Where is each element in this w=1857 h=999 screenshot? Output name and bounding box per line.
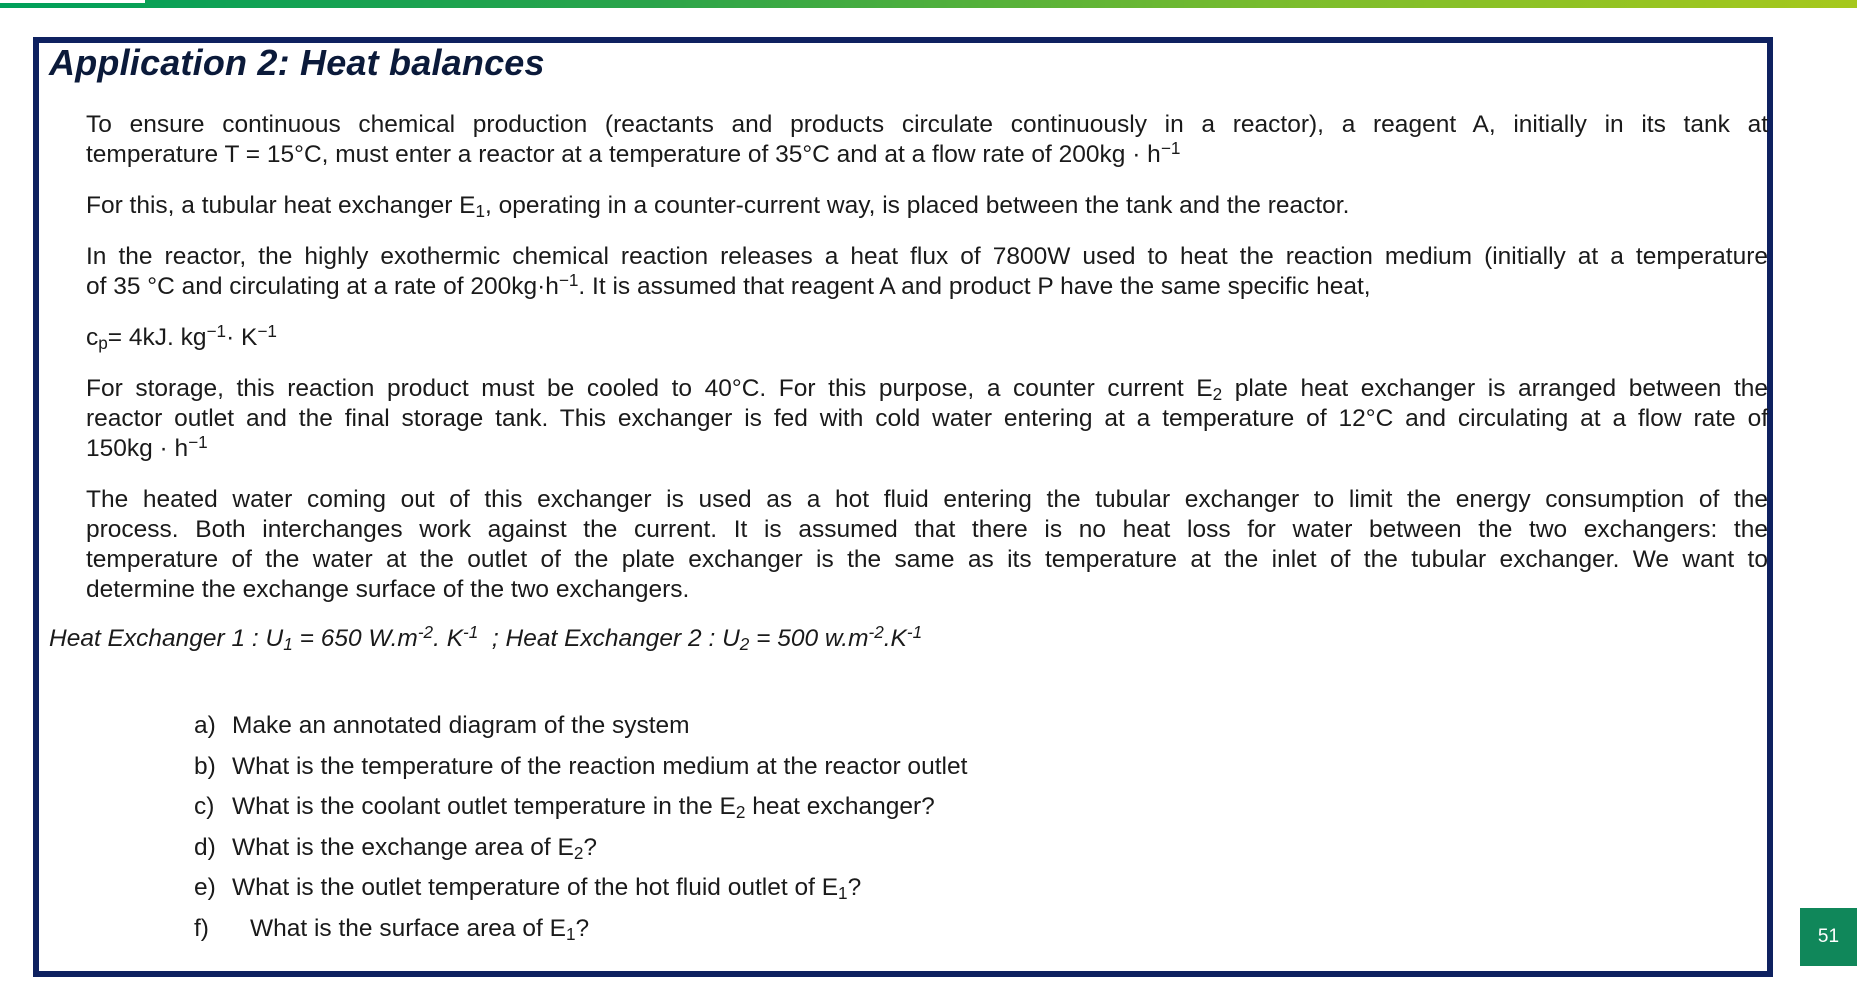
paragraph-line: [86, 374, 1768, 404]
question-marker: e): [194, 874, 216, 901]
text-run: plate heat exchanger is arranged between the: [1222, 375, 1769, 402]
superscript: -2: [417, 622, 434, 642]
subscript: p: [98, 333, 108, 353]
text-run: · K: [226, 324, 258, 351]
subscript: 1: [565, 923, 576, 944]
question-marker: b): [194, 752, 216, 780]
text-run: .K: [883, 625, 907, 652]
question-item: [194, 868, 967, 909]
superscript: −1: [1160, 138, 1181, 158]
paragraph-line: determine the exchange surface of the two exchangers.: [86, 576, 690, 603]
question-text: Make an annotated diagram of the system: [232, 712, 690, 739]
paragraph-line: To ensure continuous chemical production (reactants and products circulate continuously in a reactor), a reagent A, initially in its tank at: [86, 111, 1768, 138]
paragraph-line: reactor outlet and the final storage tank. This exchanger is fed with cold water entering at a temperature of 12°C and circulating at a flow rate of: [86, 405, 1768, 432]
paragraph-line: [86, 323, 1768, 353]
question-text: What is the temperature of the reaction medium at the reactor outlet: [232, 752, 968, 780]
text-run: = 650 W.m: [292, 625, 418, 652]
paragraph-line: [86, 140, 1768, 170]
slide-title: Application 2: Heat balances: [49, 42, 545, 83]
text-run: temperature T = 15°C, must enter a reactor at a temperature of 35°C and at a flow rate of 200kg · h: [86, 141, 1161, 168]
superscript: −1: [188, 432, 208, 452]
subscript: 2: [735, 802, 746, 822]
text-run: of 35 °C and circulating at a rate of 200kg·h: [86, 273, 559, 300]
subscript: 2: [739, 634, 750, 654]
question-item: [194, 909, 967, 950]
question-marker: f): [194, 914, 209, 942]
superscript: −1: [558, 270, 579, 290]
page-number-badge: 51: [1800, 908, 1857, 966]
subscript: 2: [1212, 384, 1223, 404]
text-run: = 4kJ. kg: [107, 324, 207, 351]
question-item: [194, 787, 967, 828]
text-run: ; Heat Exchanger 2 : U: [478, 625, 740, 652]
superscript: -2: [868, 622, 884, 642]
paragraph-line: [86, 272, 1768, 302]
superscript: −1: [257, 321, 277, 341]
text-run: For storage, this reaction product must be cooled to 40°C. For this purpose, a counter current E: [86, 375, 1213, 402]
superscript: -1: [463, 622, 479, 642]
paragraph-line: [86, 191, 1768, 221]
text-run: Heat Exchanger 1 : U: [49, 625, 284, 652]
subscript: 1: [475, 201, 486, 221]
paragraph-line: [86, 434, 1768, 464]
paragraph-storage: [86, 374, 1768, 464]
question-text: ?: [583, 833, 598, 861]
question-marker: c): [194, 793, 215, 820]
question-text: ?: [575, 914, 590, 942]
top-accent-notch: [0, 0, 145, 3]
question-text: What is the outlet temperature of the hot fluid outlet of E: [232, 874, 839, 901]
paragraph-reactor: [86, 242, 1768, 302]
question-text: What is the coolant outlet temperature in the E: [232, 793, 736, 820]
paragraph-exchanger-e1: [86, 191, 1768, 221]
text-run: , operating in a counter-current way, is placed between the tank and the reactor.: [485, 192, 1350, 219]
question-text: ?: [847, 874, 862, 901]
superscript: −1: [206, 321, 227, 341]
paragraph-specific-heat: [86, 323, 1768, 353]
text-run: c: [86, 324, 99, 351]
superscript: -1: [906, 622, 923, 642]
text-run: For this, a tubular heat exchanger E: [86, 192, 476, 219]
paragraph-line: temperature of the water at the outlet of the plate exchanger is the same as its temperature at the inlet of the tubular exchanger. We want to: [86, 546, 1768, 573]
question-text: heat exchanger?: [745, 793, 935, 820]
paragraph-line: process. Both interchanges work against the current. It is assumed that there is no heat loss for water between the two exchangers: the: [86, 516, 1768, 543]
question-marker: a): [194, 712, 216, 739]
subscript: 1: [838, 883, 848, 903]
text-run: 150kg · h: [86, 435, 189, 462]
question-item: [194, 706, 967, 747]
paragraph-heated-water: [86, 485, 1768, 605]
question-text: What is the exchange area of E: [232, 833, 574, 861]
question-item: [194, 828, 967, 869]
paragraph-line: In the reactor, the highly exothermic chemical reaction releases a heat flux of 7800W used to heat the reaction medium (initially at a temperature: [86, 243, 1768, 270]
question-list: [194, 706, 967, 949]
paragraph-line: The heated water coming out of this exchanger is used as a hot fluid entering the tubular exchanger to limit the energy consumption of the: [86, 486, 1768, 513]
text-run: . K: [433, 625, 464, 652]
top-accent-bar: [0, 0, 1857, 8]
text-run: . It is assumed that reagent A and product P have the same specific heat,: [578, 273, 1371, 300]
text-run: = 500 w.m: [749, 625, 869, 652]
question-item: [194, 747, 967, 788]
subscript: 2: [573, 842, 584, 863]
subscript: 1: [283, 634, 293, 654]
heat-transfer-coefficients: [49, 622, 923, 654]
question-text: What is the surface area of E: [250, 914, 566, 942]
paragraph-reagent-intro: [86, 110, 1768, 170]
question-marker: d): [194, 833, 216, 861]
